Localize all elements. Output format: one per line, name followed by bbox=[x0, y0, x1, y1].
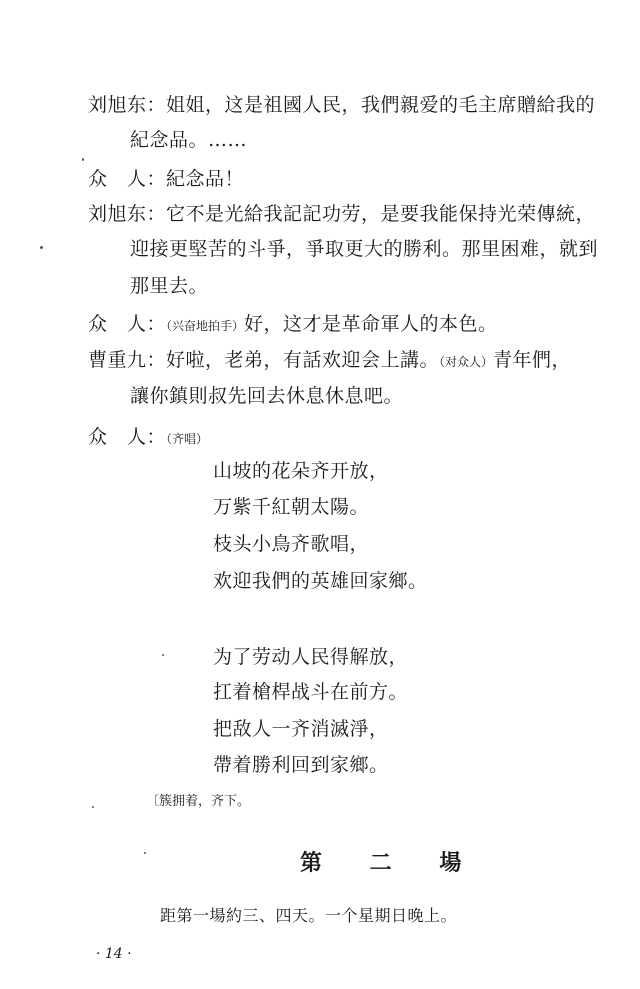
stage-direction: 〔簇拥着，齐下。 bbox=[146, 794, 251, 809]
song-line: 山坡的花朵齐开放， bbox=[213, 460, 389, 482]
speaker-name: 众 人： bbox=[88, 313, 167, 335]
speaker-name: 刘旭东： bbox=[88, 203, 167, 225]
dialogue-text: 姐姐，这是祖國人民，我們親爱的毛主席贈給我的 bbox=[166, 94, 596, 116]
dialogue-text: 好啦，老弟，有話欢迎会上講。 bbox=[166, 349, 440, 371]
dialogue-text: 紀念品。…… bbox=[130, 129, 248, 151]
dialogue-text: 讓你鎮則叔先回去休息休息吧。 bbox=[130, 385, 404, 407]
dialogue-line bbox=[88, 312, 498, 338]
scan-speck bbox=[82, 158, 84, 161]
dialogue-continuation bbox=[130, 274, 208, 298]
dialogue-text: 紀念品！ bbox=[166, 168, 245, 190]
song-line: 欢迎我們的英雄回家鄉。 bbox=[213, 570, 428, 592]
dialogue-line bbox=[88, 167, 244, 191]
scene-heading: 第 二 場 bbox=[300, 850, 482, 876]
song-line: 为了劳动人民得解放， bbox=[213, 646, 409, 668]
speaker-name: 众 人： bbox=[88, 426, 167, 448]
dialogue-continuation bbox=[130, 128, 247, 152]
scan-speck bbox=[144, 852, 146, 854]
scan-speck bbox=[92, 806, 94, 808]
dialogue-text: 那里去。 bbox=[130, 275, 209, 297]
stage-note: （齐唱） bbox=[166, 432, 209, 446]
dialogue-continuation bbox=[130, 384, 403, 408]
speaker-name: 众 人： bbox=[88, 168, 167, 190]
dialogue-line bbox=[88, 93, 595, 117]
dialogue-continuation bbox=[130, 237, 598, 261]
song-line: 扛着槍桿战斗在前方。 bbox=[213, 681, 409, 703]
speaker-name: 刘旭东： bbox=[88, 94, 167, 116]
song-line: 万紫千紅朝太陽。 bbox=[213, 496, 370, 518]
page-number: · 14 · bbox=[96, 946, 132, 962]
scan-speck bbox=[162, 654, 164, 656]
scan-speck bbox=[40, 246, 43, 249]
dialogue-text: 它不是光給我記記功劳，是要我能保持光荣傳統， bbox=[166, 203, 596, 225]
dialogue-text: 青年們， bbox=[493, 349, 572, 371]
scene-setting: 距第一場約三、四天。一个星期日晚上。 bbox=[160, 906, 458, 925]
stage-note: （兴奋地拍手） bbox=[166, 319, 245, 333]
speaker-name: 曹重九： bbox=[88, 349, 167, 371]
stage-note: （对众人） bbox=[439, 355, 494, 369]
song-line: 帶着勝利回到家鄉。 bbox=[213, 754, 389, 776]
dialogue-line bbox=[88, 348, 571, 374]
song-line: 把敌人一齐消滅淨， bbox=[213, 718, 389, 740]
dialogue-line bbox=[88, 425, 208, 451]
dialogue-line bbox=[88, 202, 595, 226]
dialogue-text: 好，这才是革命軍人的本色。 bbox=[244, 313, 498, 335]
dialogue-text: 迎接更堅苦的斗爭，爭取更大的勝利。那里困难，就到 bbox=[130, 238, 599, 260]
song-line: 枝头小鳥齐歌唱， bbox=[213, 533, 370, 555]
